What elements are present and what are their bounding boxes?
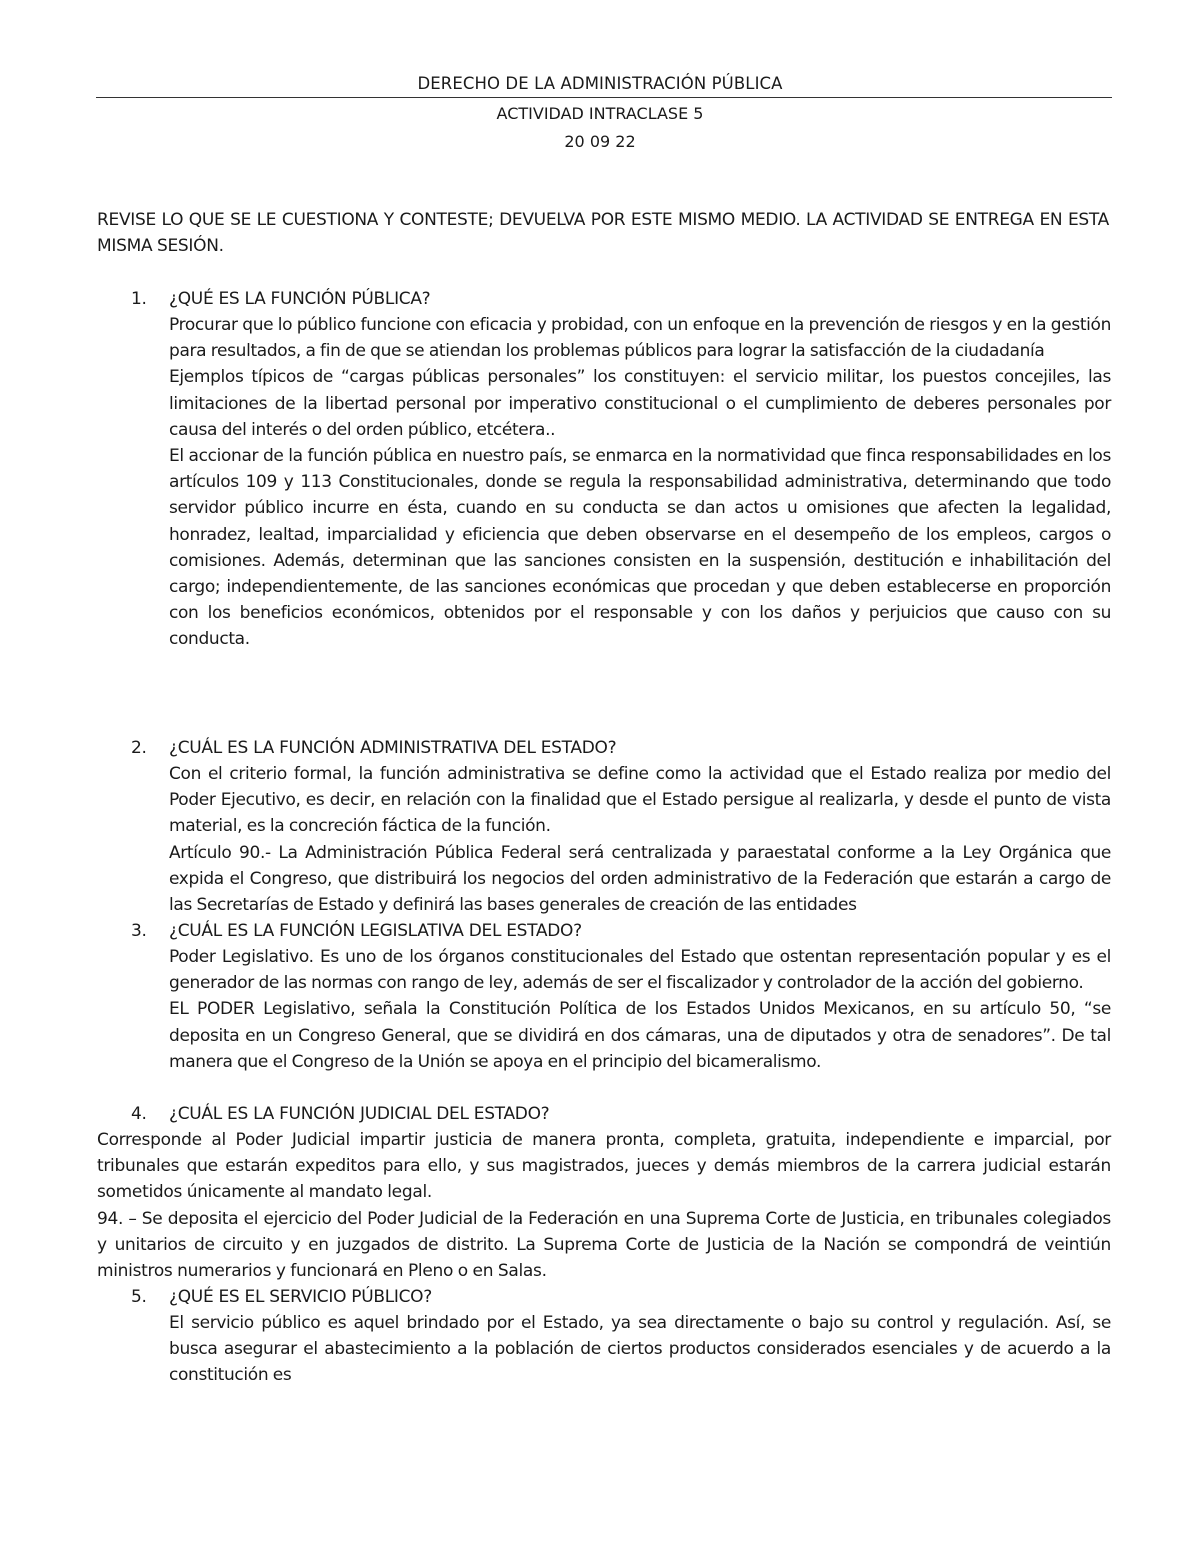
question-5-heading bbox=[131, 1284, 432, 1310]
question-4-answer bbox=[97, 1127, 1111, 1284]
question-3-answer bbox=[169, 944, 1111, 1075]
answer-paragraph: El servicio público es aquel brindado por el Estado, ya sea directamente o bajo su control y regulación. Así, se busca asegurar el abastecimiento a la población de ciertos productos considerados esenciales y de acuerdo a la constitución es bbox=[169, 1313, 1111, 1386]
question-number: 5. bbox=[131, 1287, 147, 1307]
document-date: 20 09 22 bbox=[564, 132, 636, 151]
question-text: ¿QUÉ ES EL SERVICIO PÚBLICO? bbox=[169, 1287, 432, 1307]
answer-paragraph: EL PODER Legislativo, señala la Constitución Política de los Estados Unidos Mexicanos, en su artículo 50, “se deposita en un Congreso General, que se dividirá en dos cámaras, una de diputados y otra de senadores”. De tal manera que el Congreso de la Unión se apoya en el principio del bicameralismo. bbox=[169, 999, 1111, 1072]
question-1-answer bbox=[169, 312, 1111, 653]
question-text: ¿CUÁL ES LA FUNCIÓN JUDICIAL DEL ESTADO? bbox=[169, 1104, 550, 1124]
question-number: 2. bbox=[131, 738, 147, 758]
question-number: 3. bbox=[131, 921, 147, 941]
question-number: 4. bbox=[131, 1104, 147, 1124]
activity-label: ACTIVIDAD INTRACLASE 5 bbox=[496, 104, 704, 123]
question-4-heading bbox=[131, 1101, 549, 1127]
question-number: 1. bbox=[131, 289, 147, 309]
answer-paragraph: Artículo 90.- La Administración Pública Federal será centralizada y paraestatal conforme a la Ley Orgánica que expida el Congreso, que distribuirá los negocios del orden administrativo de la Federación que estarán a cargo de las Secretarías de Estado y definirá las bases generales de creación de las entidades bbox=[169, 842, 1111, 916]
answer-paragraph: Con el criterio formal, la función administrativa se define como la actividad que el Estado realiza por medio del Poder Ejecutivo, es decir, en relación con la finalidad que el Estado persigue al realizarla, y desde el punto de vista material, es la concreción fáctica de la función. bbox=[169, 764, 1111, 837]
document-title: DERECHO DE LA ADMINISTRACIÓN PÚBLICA bbox=[417, 74, 783, 93]
question-1-heading bbox=[131, 286, 430, 312]
header-divider bbox=[96, 97, 1112, 98]
answer-paragraph: 94. – Se deposita el ejercicio del Poder Judicial de la Federación en una Suprema Corte de Justicia, en tribunales colegiados y unitarios de circuito y en juzgados de distrito. La Suprema Corte de Justicia de la Nación se compondrá de veintiún ministros numerarios y funcionará en Pleno o en Salas. bbox=[97, 1208, 1111, 1282]
question-5-answer bbox=[169, 1310, 1111, 1389]
answer-paragraph: Ejemplos típicos de “cargas públicas personales” los constituyen: el servicio militar, los puestos concejiles, las limitaciones de la libertad personal por imperativo constitucional o el cumplimiento de deberes personales por causa del interés o del orden público, etcétera.. bbox=[169, 367, 1111, 440]
question-3-heading bbox=[131, 918, 582, 944]
answer-paragraph: El accionar de la función pública en nuestro país, se enmarca en la normatividad que finca responsabilidades en los artículos 109 y 113 Constitucionales, donde se regula la responsabilidad administrativa, determinando que todo servidor público incurre en ésta, cuando en su conducta se dan actos u omisiones que afecten la legalidad, honradez, lealtad, imparcialidad y eficiencia que deben observarse en el desempeño de los empleos, cargos o comisiones. Además, determinan que las sanciones consisten en la suspensión, destitución e inhabilitación del cargo; independientemente, de las sanciones económicas que procedan y que deben establecerse en proporción con los beneficios económicos, obtenidos por el responsable y con los daños y perjuicios que causo con su conducta. bbox=[169, 446, 1111, 650]
instructions-text: REVISE LO QUE SE LE CUESTIONA Y CONTESTE; DEVUELVA POR ESTE MISMO MEDIO. LA ACTIVIDAD SE ENTREGA EN ESTA MISMA SESIÓN. bbox=[97, 210, 1109, 257]
question-2-heading bbox=[131, 735, 616, 761]
answer-paragraph: Corresponde al Poder Judicial impartir justicia de manera pronta, completa, gratuita, independiente e imparcial, por tribunales que estarán expeditos para ello, y sus magistrados, jueces y demás miembros de la carrera judicial estarán sometidos únicamente al mandato legal. bbox=[97, 1130, 1111, 1203]
question-2-answer bbox=[169, 761, 1111, 918]
answer-paragraph: Poder Legislativo. Es uno de los órganos constitucionales del Estado que ostentan representación popular y es el generador de las normas con rango de ley, además de ser el fiscalizador y controlador de la acción del gobierno. bbox=[169, 947, 1111, 994]
question-text: ¿QUÉ ES LA FUNCIÓN PÚBLICA? bbox=[169, 289, 431, 309]
answer-paragraph: Procurar que lo público funcione con eficacia y probidad, con un enfoque en la prevención de riesgos y en la gestión para resultados, a fin de que se atiendan los problemas públicos para lograr la satisfacción de la ciudadanía bbox=[169, 315, 1111, 362]
question-text: ¿CUÁL ES LA FUNCIÓN LEGISLATIVA DEL ESTADO? bbox=[169, 921, 582, 941]
question-text: ¿CUÁL ES LA FUNCIÓN ADMINISTRATIVA DEL ESTADO? bbox=[169, 738, 617, 758]
